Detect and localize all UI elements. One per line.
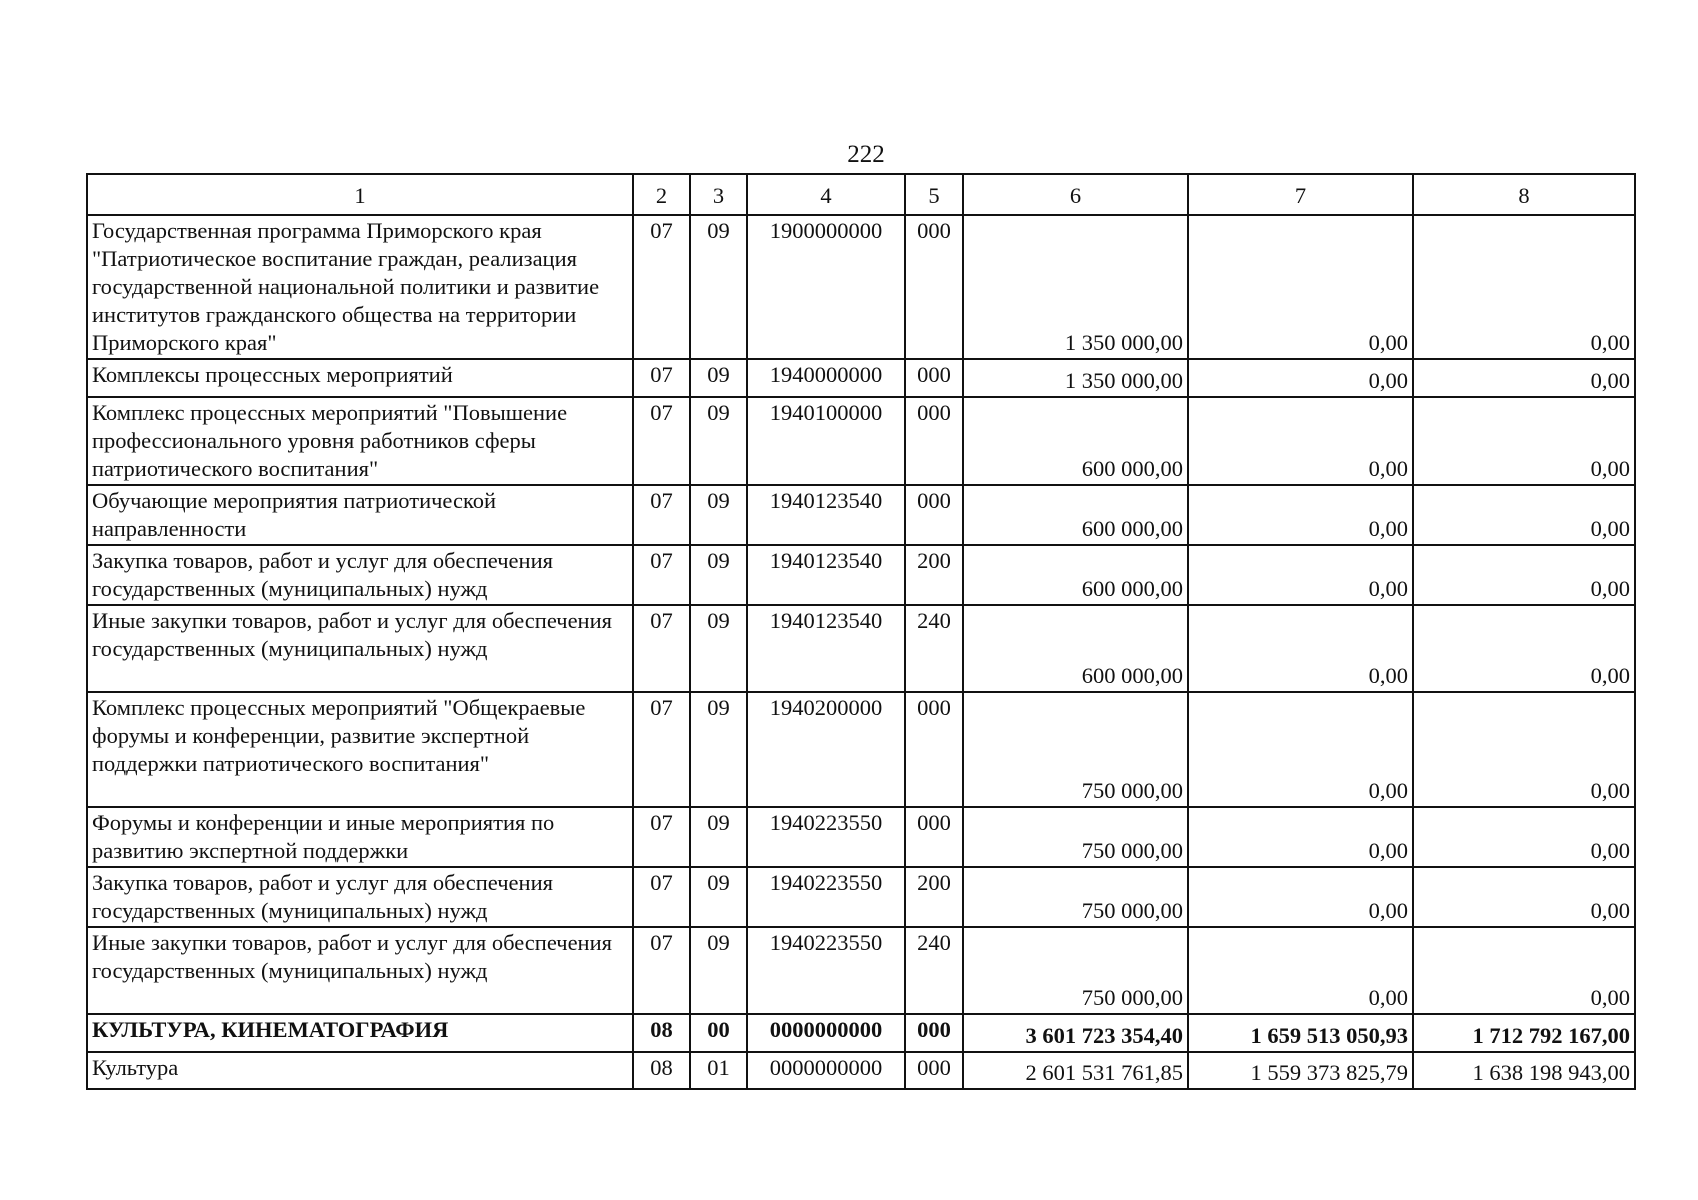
- amount-col8: 0,00: [1413, 867, 1635, 927]
- amount-col6: 2 601 531 761,85: [963, 1052, 1188, 1089]
- code-expense-type: 240: [905, 605, 963, 692]
- code-subsection: 09: [690, 867, 747, 927]
- amount-col8: 0,00: [1413, 692, 1635, 807]
- code-section: 08: [633, 1014, 690, 1052]
- code-section: 07: [633, 397, 690, 485]
- code-subsection: 09: [690, 927, 747, 1014]
- code-subsection: 09: [690, 359, 747, 397]
- code-section: 07: [633, 692, 690, 807]
- code-subsection: 09: [690, 605, 747, 692]
- row-name: КУЛЬТУРА, КИНЕМАТОГРАФИЯ: [87, 1014, 633, 1052]
- amount-col6: 600 000,00: [963, 605, 1188, 692]
- amount-col6: 600 000,00: [963, 397, 1188, 485]
- table-row: [87, 1014, 1635, 1052]
- code-subsection: 01: [690, 1052, 747, 1089]
- amount-col8: 1 638 198 943,00: [1413, 1052, 1635, 1089]
- header-cell: 7: [1188, 174, 1413, 215]
- header-cell: 2: [633, 174, 690, 215]
- amount-col6: 750 000,00: [963, 927, 1188, 1014]
- code-subsection: 09: [690, 545, 747, 605]
- table-row: [87, 927, 1635, 1014]
- amount-col6: 3 601 723 354,40: [963, 1014, 1188, 1052]
- code-target-item: 1900000000: [747, 215, 905, 359]
- code-subsection: 09: [690, 692, 747, 807]
- amount-col7: 0,00: [1188, 215, 1413, 359]
- code-target-item: 1940123540: [747, 545, 905, 605]
- amount-col7: 0,00: [1188, 397, 1413, 485]
- amount-col7: 0,00: [1188, 867, 1413, 927]
- code-target-item: 1940200000: [747, 692, 905, 807]
- row-name: Комплексы процессных мероприятий: [87, 359, 633, 397]
- code-target-item: 1940223550: [747, 807, 905, 867]
- amount-col6: 750 000,00: [963, 692, 1188, 807]
- code-section: 07: [633, 867, 690, 927]
- code-section: 07: [633, 545, 690, 605]
- code-subsection: 09: [690, 215, 747, 359]
- code-subsection: 09: [690, 397, 747, 485]
- code-section: 07: [633, 605, 690, 692]
- code-target-item: 0000000000: [747, 1052, 905, 1089]
- code-target-item: 1940123540: [747, 605, 905, 692]
- table-row: [87, 545, 1635, 605]
- code-expense-type: 000: [905, 1014, 963, 1052]
- row-name: Закупка товаров, работ и услуг для обеспечения государственных (муниципальных) нужд: [87, 545, 633, 605]
- code-expense-type: 000: [905, 1052, 963, 1089]
- header-cell: 5: [905, 174, 963, 215]
- code-expense-type: 000: [905, 359, 963, 397]
- row-name: Комплекс процессных мероприятий "Повышение профессионального уровня работников сферы патриотического воспитания": [87, 397, 633, 485]
- code-expense-type: 000: [905, 692, 963, 807]
- amount-col6: 1 350 000,00: [963, 215, 1188, 359]
- header-cell: 4: [747, 174, 905, 215]
- amount-col6: 600 000,00: [963, 485, 1188, 545]
- table-row: [87, 605, 1635, 692]
- code-section: 07: [633, 927, 690, 1014]
- code-section: 07: [633, 485, 690, 545]
- amount-col8: 0,00: [1413, 927, 1635, 1014]
- amount-col7: 0,00: [1188, 485, 1413, 545]
- code-target-item: 1940223550: [747, 927, 905, 1014]
- code-target-item: 0000000000: [747, 1014, 905, 1052]
- amount-col7: 0,00: [1188, 927, 1413, 1014]
- code-target-item: 1940100000: [747, 397, 905, 485]
- code-section: 07: [633, 807, 690, 867]
- table-row: [87, 692, 1635, 807]
- table-row: [87, 1052, 1635, 1089]
- table-row: [87, 397, 1635, 485]
- header-cell: 8: [1413, 174, 1635, 215]
- amount-col6: 750 000,00: [963, 867, 1188, 927]
- code-section: 07: [633, 359, 690, 397]
- code-expense-type: 200: [905, 867, 963, 927]
- row-name: Иные закупки товаров, работ и услуг для обеспечения государственных (муниципальных) нужд: [87, 927, 633, 1014]
- amount-col7: 0,00: [1188, 692, 1413, 807]
- code-subsection: 09: [690, 807, 747, 867]
- code-expense-type: 000: [905, 485, 963, 545]
- amount-col8: 0,00: [1413, 605, 1635, 692]
- row-name: Иные закупки товаров, работ и услуг для обеспечения государственных (муниципальных) нужд: [87, 605, 633, 692]
- amount-col8: 0,00: [1413, 397, 1635, 485]
- code-expense-type: 000: [905, 215, 963, 359]
- header-cell: 3: [690, 174, 747, 215]
- amount-col8: 0,00: [1413, 807, 1635, 867]
- code-target-item: 1940000000: [747, 359, 905, 397]
- amount-col8: 0,00: [1413, 485, 1635, 545]
- amount-col8: 0,00: [1413, 545, 1635, 605]
- code-subsection: 00: [690, 1014, 747, 1052]
- code-expense-type: 000: [905, 397, 963, 485]
- amount-col7: 0,00: [1188, 359, 1413, 397]
- code-expense-type: 200: [905, 545, 963, 605]
- row-name: Комплекс процессных мероприятий "Общекраевые форумы и конференции, развитие экспертной поддержки патриотического воспитания": [87, 692, 633, 807]
- code-expense-type: 240: [905, 927, 963, 1014]
- amount-col8: 1 712 792 167,00: [1413, 1014, 1635, 1052]
- row-name: Обучающие мероприятия патриотической направленности: [87, 485, 633, 545]
- table-row: [87, 485, 1635, 545]
- amount-col8: 0,00: [1413, 359, 1635, 397]
- amount-col8: 0,00: [1413, 215, 1635, 359]
- code-target-item: 1940223550: [747, 867, 905, 927]
- amount-col6: 750 000,00: [963, 807, 1188, 867]
- code-section: 07: [633, 215, 690, 359]
- row-name: Форумы и конференции и иные мероприятия по развитию экспертной поддержки: [87, 807, 633, 867]
- row-name: Государственная программа Приморского края "Патриотическое воспитание граждан, реализация государственной национальной политики и развитие институтов гражданского общества на территории Приморского края": [87, 215, 633, 359]
- amount-col7: 0,00: [1188, 545, 1413, 605]
- page-number: 222: [847, 141, 885, 168]
- amount-col7: 0,00: [1188, 605, 1413, 692]
- budget-table: [86, 173, 1636, 1090]
- amount-col6: 600 000,00: [963, 545, 1188, 605]
- header-cell: 1: [87, 174, 633, 215]
- table-row: [87, 867, 1635, 927]
- table-header-row: [87, 174, 1635, 215]
- header-cell: 6: [963, 174, 1188, 215]
- row-name: Культура: [87, 1052, 633, 1089]
- amount-col7: 0,00: [1188, 807, 1413, 867]
- code-subsection: 09: [690, 485, 747, 545]
- row-name: Закупка товаров, работ и услуг для обеспечения государственных (муниципальных) нужд: [87, 867, 633, 927]
- amount-col7: 1 659 513 050,93: [1188, 1014, 1413, 1052]
- amount-col7: 1 559 373 825,79: [1188, 1052, 1413, 1089]
- table-row: [87, 807, 1635, 867]
- table-row: [87, 359, 1635, 397]
- code-section: 08: [633, 1052, 690, 1089]
- code-target-item: 1940123540: [747, 485, 905, 545]
- table-row: [87, 215, 1635, 359]
- code-expense-type: 000: [905, 807, 963, 867]
- amount-col6: 1 350 000,00: [963, 359, 1188, 397]
